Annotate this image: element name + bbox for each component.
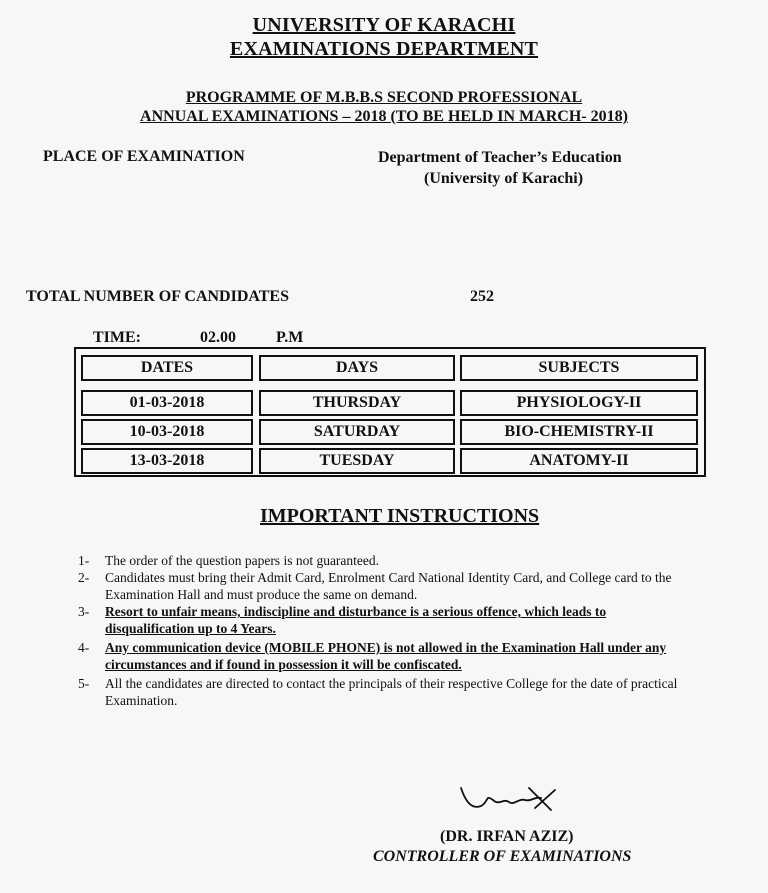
exam-schedule-table xyxy=(74,347,706,477)
signature-scribble xyxy=(455,780,575,820)
header-dates: DATES xyxy=(81,355,253,381)
instruction-text: Resort to unfair means, indiscipline and disturbance is a serious offence, which leads to xyxy=(105,604,607,619)
instruction-text-continued: circumstances and if found in possession it will be confiscated. xyxy=(105,657,462,672)
instruction-number: 3- xyxy=(78,604,90,619)
instruction-text-continued: disqualification up to 4 Years. xyxy=(105,621,276,636)
instruction-text: All the candidates are directed to contact the principals of their respective College for the date of practical xyxy=(105,676,678,691)
row-1-date: 01-03-2018 xyxy=(81,390,253,416)
department-title: EXAMINATIONS DEPARTMENT xyxy=(229,38,539,60)
instruction-text-continued: Examination Hall and must produce the same on demand. xyxy=(105,587,418,602)
instruction-number: 2- xyxy=(78,570,90,585)
row-3-day: TUESDAY xyxy=(259,448,455,474)
header-subjects: SUBJECTS xyxy=(460,355,698,381)
instruction-item xyxy=(78,675,748,709)
time-label: TIME: xyxy=(93,329,141,346)
row-1-subject: PHYSIOLOGY-II xyxy=(460,390,698,416)
candidates-label: TOTAL NUMBER OF CANDIDATES xyxy=(26,288,289,305)
instruction-item xyxy=(78,552,748,569)
venue-line-2: (University of Karachi) xyxy=(424,170,584,187)
controller-title: CONTROLLER OF EXAMINATIONS xyxy=(373,848,632,865)
university-title: UNIVERSITY OF KARACHI xyxy=(252,14,516,36)
instruction-text: Candidates must bring their Admit Card, Enrolment Card National Identity Card, and College card to the xyxy=(105,570,672,585)
instruction-item xyxy=(78,569,748,603)
instructions-title: IMPORTANT INSTRUCTIONS xyxy=(260,505,540,527)
instruction-item xyxy=(78,603,748,637)
instruction-text: Any communication device (MOBILE PHONE) is not allowed in the Examination Hall under any xyxy=(105,640,667,655)
venue-line-1: Department of Teacher’s Education xyxy=(378,149,622,166)
programme-line-1: PROGRAMME OF M.B.B.S SECOND PROFESSIONAL xyxy=(185,89,583,106)
row-1-day: THURSDAY xyxy=(259,390,455,416)
controller-name: (DR. IRFAN AZIZ) xyxy=(440,828,574,845)
row-3-date: 13-03-2018 xyxy=(81,448,253,474)
programme-line-2: ANNUAL EXAMINATIONS – 2018 (TO BE HELD IN MARCH- 2018) xyxy=(140,108,628,125)
instruction-number: 5- xyxy=(78,676,90,691)
instruction-item xyxy=(78,639,748,673)
instruction-number: 4- xyxy=(78,640,90,655)
time-value: 02.00 xyxy=(200,329,236,346)
instruction-text-continued: Examination. xyxy=(105,693,178,708)
place-label: PLACE OF EXAMINATION xyxy=(43,148,245,165)
candidates-value: 252 xyxy=(470,288,494,305)
row-2-day: SATURDAY xyxy=(259,419,455,445)
instruction-text: The order of the question papers is not guaranteed. xyxy=(105,553,380,568)
row-2-date: 10-03-2018 xyxy=(81,419,253,445)
instruction-number: 1- xyxy=(78,553,90,568)
header-days: DAYS xyxy=(259,355,455,381)
row-2-subject: BIO-CHEMISTRY-II xyxy=(460,419,698,445)
row-3-subject: ANATOMY-II xyxy=(460,448,698,474)
time-period: P.M xyxy=(276,329,304,346)
